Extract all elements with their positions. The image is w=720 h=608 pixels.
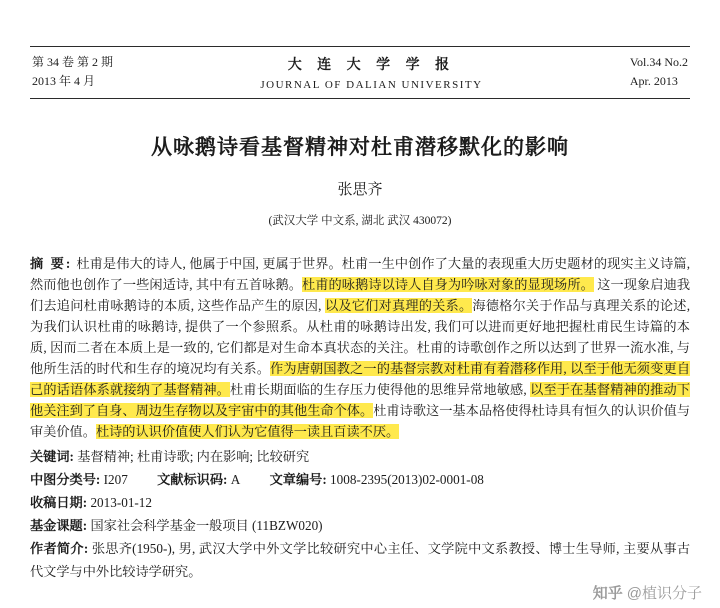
abstract-text: 海德格尔关于作品与真理关系的论述, 为我们认识杜甫的咏鹅诗, 提供了一个参照系。从杜甫的咏鹅诗出发, 我们可以进而更好地把握杜甫民生诗篇的本质, 因而二者在本质上是一致的, 它们都是对生命本真状态的关注。杜甫的诗歌创作之所以达到了世界一流水准, 与他所生活的时代和生存的境况均有关系。 xyxy=(30,298,691,376)
abstract-text: 杜甫长期面临的生存压力使得他的思维异常地敏感, xyxy=(230,382,531,397)
received-value: 2013-01-12 xyxy=(90,495,152,510)
clc-value: I207 xyxy=(103,472,128,487)
article-id-pair xyxy=(270,472,484,487)
fund-value: 国家社会科学基金一般项目 (11BZW020) xyxy=(90,518,323,533)
article-id-value: 1008-2395(2013)02-0001-08 xyxy=(330,472,484,487)
zhihu-watermark xyxy=(593,582,702,603)
author-name: 张思齐 xyxy=(337,182,383,198)
article-id-label: 文章编号: xyxy=(269,472,327,487)
bio-line xyxy=(30,537,690,583)
abstract-paragraph xyxy=(30,253,690,442)
keywords-line xyxy=(30,445,690,468)
doc-code-label: 文献标识码: xyxy=(157,472,228,487)
bio-value: 张思齐(1950-), 男, 武汉大学中外文学比较研究中心主任、文学院中文系教授、博士生导师, 主要从事古代文学与中外比较诗学研究。 xyxy=(30,541,691,579)
bio-label: 作者简介: xyxy=(30,541,89,556)
volume-issue: 第 34 卷 第 2 期 xyxy=(32,55,114,69)
abstract-label: 摘 要: xyxy=(30,256,73,271)
header-bottom-rule xyxy=(30,98,690,99)
abstract-text: 这一现象启迪我们去追问杜甫咏鹅诗的本质, 这些作品产生的原因, xyxy=(30,277,691,313)
abstract-text: 杜甫是伟大的诗人, 他属于中国, 更属于世界。杜甫一生中创作了大量的表现重大历史题材的现实主义诗篇, 然而他也创作了一些闲适诗, 其中有五首咏鹅。 xyxy=(30,256,690,292)
journal-title-block xyxy=(260,54,482,91)
article-title: 从咏鹅诗看基督精神对杜甫潜移默化的影响 xyxy=(151,135,569,159)
issue-date-cn: 2013 年 4 月 xyxy=(32,74,96,88)
journal-title-en: JOURNAL OF DALIAN UNIVERSITY xyxy=(260,78,483,91)
volume-number-en: Vol.34 No.2 xyxy=(629,55,688,69)
watermark-handle: @植识分子 xyxy=(626,585,702,602)
abstract-highlight: 杜诗的认识价值使人们认为它值得一读且百读不厌。 xyxy=(95,424,400,439)
journal-header xyxy=(0,47,720,98)
meta-block xyxy=(30,445,690,583)
abstract-body xyxy=(30,256,690,439)
abstract-text: 杜甫诗歌这一基本品格使得杜诗具有恒久的认识价值与审美价值。 xyxy=(30,403,691,439)
classification-line xyxy=(30,468,690,491)
journal-title-cn: 大 连 大 学 学 报 xyxy=(287,57,456,73)
volume-info-en xyxy=(630,53,688,91)
clc-label: 中图分类号: xyxy=(30,472,101,487)
zhihu-logo: 知乎 xyxy=(592,585,623,602)
received-line xyxy=(30,491,690,514)
fund-line xyxy=(30,514,690,537)
clc-pair xyxy=(30,472,128,487)
abstract-highlight: 以至于在基督精神的推动下他关注到了自身、周边生存物以及宇宙中的其他生命个体。 xyxy=(30,382,691,418)
keywords-label: 关键词: xyxy=(30,449,74,464)
author-affiliation: (武汉大学 中文系, 湖北 武汉 430072) xyxy=(268,215,452,227)
abstract-highlight: 杜甫的咏鹅诗以诗人自身为吟咏对象的显现场所。 xyxy=(302,277,594,292)
doc-code-value: A xyxy=(230,472,241,487)
abstract-highlight: 作为唐朝国教之一的基督宗教对杜甫有着潜移作用, 以至于他无须变更自己的话语体系就接纳了基督精神。 xyxy=(30,361,691,397)
issue-info xyxy=(32,53,113,91)
fund-label: 基金课题: xyxy=(30,518,88,533)
keywords-value: 基督精神; 杜甫诗歌; 内在影响; 比较研究 xyxy=(77,449,310,464)
doc-code-pair xyxy=(157,472,240,487)
received-label: 收稿日期: xyxy=(30,495,88,510)
issue-date-en: Apr. 2013 xyxy=(629,74,678,88)
abstract-highlight: 以及它们对真理的关系。 xyxy=(324,298,473,313)
